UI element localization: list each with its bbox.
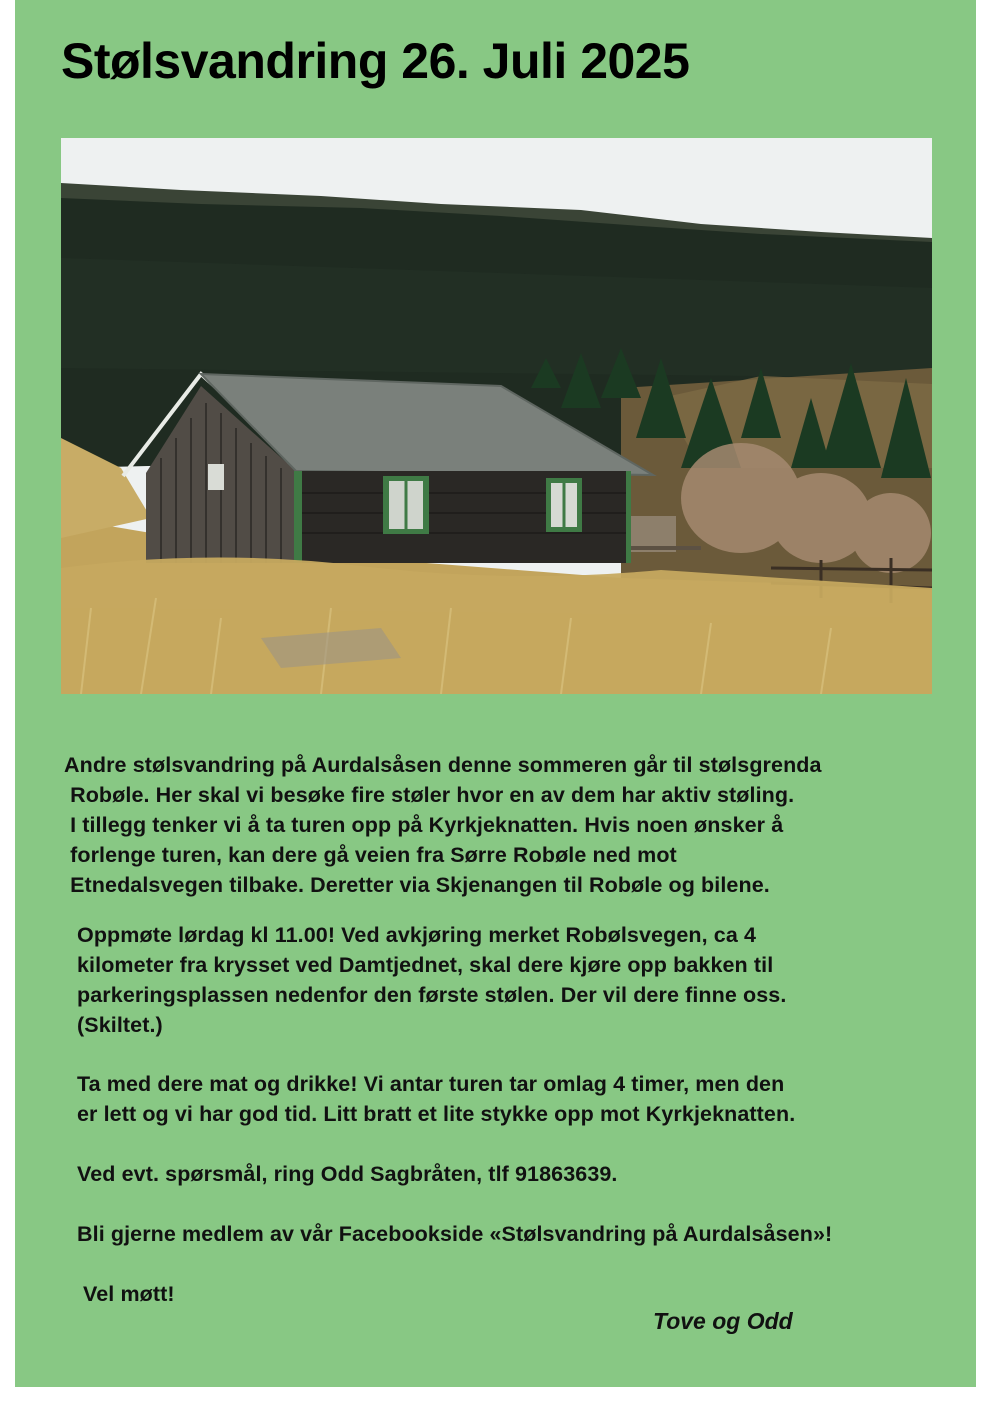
contact-paragraph: Ved evt. spørsmål, ring Odd Sagbråten, tlf 91863639.	[77, 1162, 618, 1186]
poster-title: Stølsvandring 26. Juli 2025	[61, 33, 690, 89]
meeting-paragraph: Oppmøte lørdag kl 11.00! Ved avkjøring merket Robølsvegen, ca 4 kilometer fra krysset ved Damtjednet, skal dere kjøre opp bakken til parkeringsplassen nedenfor den første stølen. Der vil dere finne oss. (Skiltet.)	[77, 923, 787, 1037]
gable-window	[208, 464, 224, 490]
intro-paragraph: Andre stølsvandring på Aurdalsåsen denne sommeren går til stølsgrenda Robøle. Her skal vi besøke fire støler hvor en av dem har aktiv støling. I tillegg tenker vi å ta turen opp på Kyrkjeknatten. Hvis noen ønsker å forlenge turen, kan dere gå veien fra Sørre Robøle ned mot Etnedalsvegen tilbake. Deretter via Skjenangen til Robøle og bilene.	[64, 753, 822, 897]
poster-background	[15, 0, 976, 1387]
signature: Tove og Odd	[653, 1308, 793, 1334]
welcome-text: Vel møtt!	[83, 1282, 175, 1306]
food-paragraph: Ta med dere mat og drikke! Vi antar turen tar omlag 4 timer, men den er lett og vi har god tid. Litt bratt et lite stykke opp mot Kyrkjeknatten.	[77, 1072, 796, 1126]
facebook-paragraph: Bli gjerne medlem av vår Facebookside «Stølsvandring på Aurdalsåsen»!	[77, 1222, 833, 1246]
cabin-photo	[61, 138, 932, 694]
